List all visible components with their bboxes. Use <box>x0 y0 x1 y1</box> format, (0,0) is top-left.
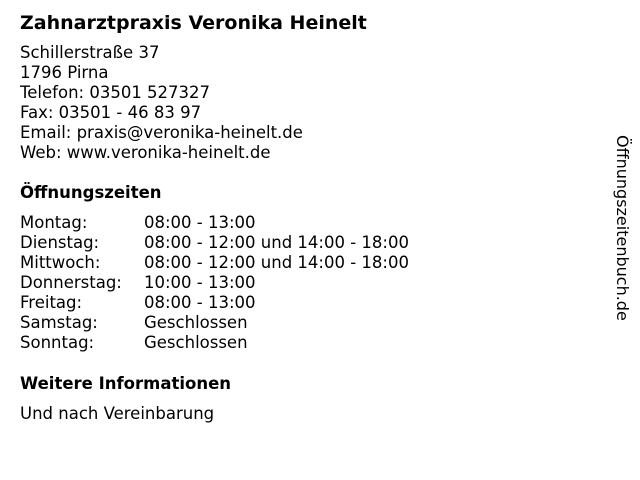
hours-day: Montag: <box>20 213 88 232</box>
hours-day: Samstag: <box>20 313 98 332</box>
side-brand-watermark <box>612 135 632 335</box>
further-info-heading: Weitere Informationen <box>20 374 232 393</box>
further-info-text: Und nach Vereinbarung <box>20 404 215 423</box>
hours-day: Dienstag: <box>20 233 100 252</box>
hours-time: Geschlossen <box>144 313 248 332</box>
hours-time: 08:00 - 13:00 <box>144 293 256 312</box>
hours-day: Donnerstag: <box>20 273 122 292</box>
hours-time: 10:00 - 13:00 <box>144 273 256 292</box>
hours-time: 08:00 - 13:00 <box>144 213 256 232</box>
email-address: Email: praxis@veronika-heinelt.de <box>20 123 303 142</box>
hours-time: Geschlossen <box>144 333 248 352</box>
website-address: Web: www.veronika-heinelt.de <box>20 143 271 162</box>
opening-hours-heading: Öffnungszeiten <box>20 183 162 202</box>
practice-title: Zahnarztpraxis Veronika Heinelt <box>20 12 367 34</box>
postal-city: 1796 Pirna <box>20 63 109 82</box>
hours-day: Mittwoch: <box>20 253 101 272</box>
hours-day: Freitag: <box>20 293 83 312</box>
street-address: Schillerstraße 37 <box>20 43 160 62</box>
phone-number: Telefon: 03501 527327 <box>20 83 211 102</box>
hours-time: 08:00 - 12:00 und 14:00 - 18:00 <box>144 233 409 252</box>
hours-time: 08:00 - 12:00 und 14:00 - 18:00 <box>144 253 409 272</box>
fax-number: Fax: 03501 - 46 83 97 <box>20 103 202 122</box>
hours-day: Sonntag: <box>20 333 95 352</box>
side-brand-text: Öffnungszeitenbuch.de <box>613 135 632 321</box>
address-block <box>20 43 303 163</box>
